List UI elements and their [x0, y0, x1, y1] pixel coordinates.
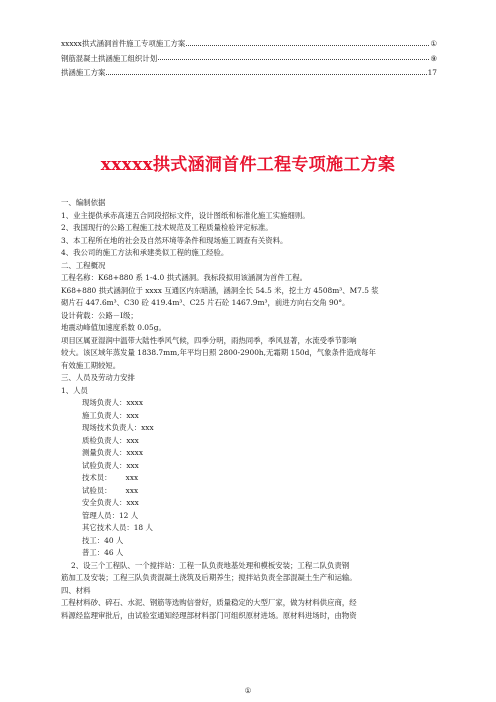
text-line: 2、设三个工程队、一个搅拌站：工程一队负责地基处理和模板安装；工程二队负责钢	[71, 560, 350, 570]
section-heading: 三、人员及劳动力安排	[61, 373, 135, 382]
table-of-contents	[61, 33, 437, 77]
toc-entry-title: xxxxx拱式涵洞首件施工专项施工方案	[61, 39, 186, 49]
toc-entry[interactable]	[61, 33, 437, 48]
staff-line: 技工：40 人	[82, 535, 124, 545]
document-title: xxxxx拱式涵洞首件工程专项施工方案	[100, 155, 396, 175]
toc-entry-title: 拱涵施工方案	[61, 68, 106, 78]
text-line: 设计荷载：公路－Ⅰ级；	[61, 310, 138, 320]
text-line: 项目区属亚湿润中温带大陆性季风气候，四季分明，雨热同季，季风显著，水流受季节影响	[61, 335, 357, 345]
toc-dot-leader	[106, 74, 426, 75]
text-line: 4、我公司的施工方法和承建类似工程的施工经验。	[61, 248, 229, 257]
text-line: K68+880 拱式涵洞位于 xxxx 互通区内东暗涵，涵洞全长 54.5 米，挖土方 4508m³、M7.5 浆	[61, 285, 379, 295]
staff-line: 技术员： xxx	[82, 473, 139, 482]
staff-line: 管理人员：12 人	[82, 510, 139, 520]
staff-line: 普工：46 人	[82, 548, 124, 557]
staff-line: 安全负责人：xxx	[82, 498, 139, 507]
toc-entry-title: 钢筋混凝土拱涵施工组织计划	[61, 53, 158, 63]
subsection-heading: 1、人员	[61, 385, 88, 395]
toc-entry[interactable]	[61, 48, 437, 63]
section-heading: 四、材料	[61, 585, 91, 595]
section-heading: 二、工程概况	[61, 260, 106, 270]
text-line: 较大。该区域年蒸发量 1838.7mm,年平均日照 2800-2900h,无霜期 150d，气象条件造成每年	[61, 348, 376, 357]
text-line: 地震动峰值加速度系数 0.05g。	[61, 323, 166, 332]
text-line: 工程材料砂、碎石、水泥、钢筋等选购信誉好，质量稳定的大型厂家，做为材料供应商，经	[61, 598, 357, 607]
staff-line: 现场负责人：xxxx	[82, 398, 144, 407]
page-number: ①	[244, 686, 252, 695]
text-line: 1、业主提供承赤高速五合同段招标文件，设计图纸和标准化施工实施细则。	[61, 210, 310, 220]
staff-line: 测量负责人：xxxx	[82, 448, 144, 457]
staff-line: 质检负责人：xxx	[82, 435, 139, 445]
staff-line: 施工负责人：xxx	[82, 410, 139, 420]
text-line: 有效施工期较短。	[61, 360, 121, 370]
staff-line: 现场技术负责人：xxx	[82, 423, 154, 432]
toc-dot-leader	[158, 59, 429, 60]
text-line: 2、我国现行的公路工程施工技术规范及工程质量检验评定标准。	[61, 223, 273, 232]
text-line: 料源经监理审批后，由试验室通知经理部材料部门可组织原材进场。原材料进场时，由物资	[61, 610, 357, 620]
toc-entry-page: 17	[427, 68, 437, 78]
staff-line: 试验负责人：xxx	[82, 460, 139, 470]
staff-line: 其它技术人员：18 人	[82, 523, 153, 532]
toc-entry[interactable]	[61, 62, 437, 77]
text-line: 3、本工程所在地的社会及自然环境等条件和现场施工调查有关资料。	[61, 235, 288, 245]
text-line: 筋加工及安装；工程三队负责混凝土浇筑及后期养生；搅拌站负责全部混凝土生产和运输。	[61, 573, 357, 582]
text-line: 工程名称：K68+880 系 1-4.0 拱式涵洞。我标段拟用该涵洞为首件工程。	[61, 273, 307, 282]
document-body	[61, 197, 437, 622]
staff-line: 试验员： xxx	[82, 485, 139, 495]
section-heading: 一、编制依据	[61, 198, 106, 207]
text-line: 砌片石 447.6m³、C30 砼 419.4m³、C25 片石砼 1467.9m³，前进方向右交角 90°。	[61, 298, 350, 307]
toc-entry-page: ①	[430, 39, 437, 49]
toc-entry-page: ⑨	[430, 53, 437, 63]
toc-dot-leader	[186, 45, 429, 46]
